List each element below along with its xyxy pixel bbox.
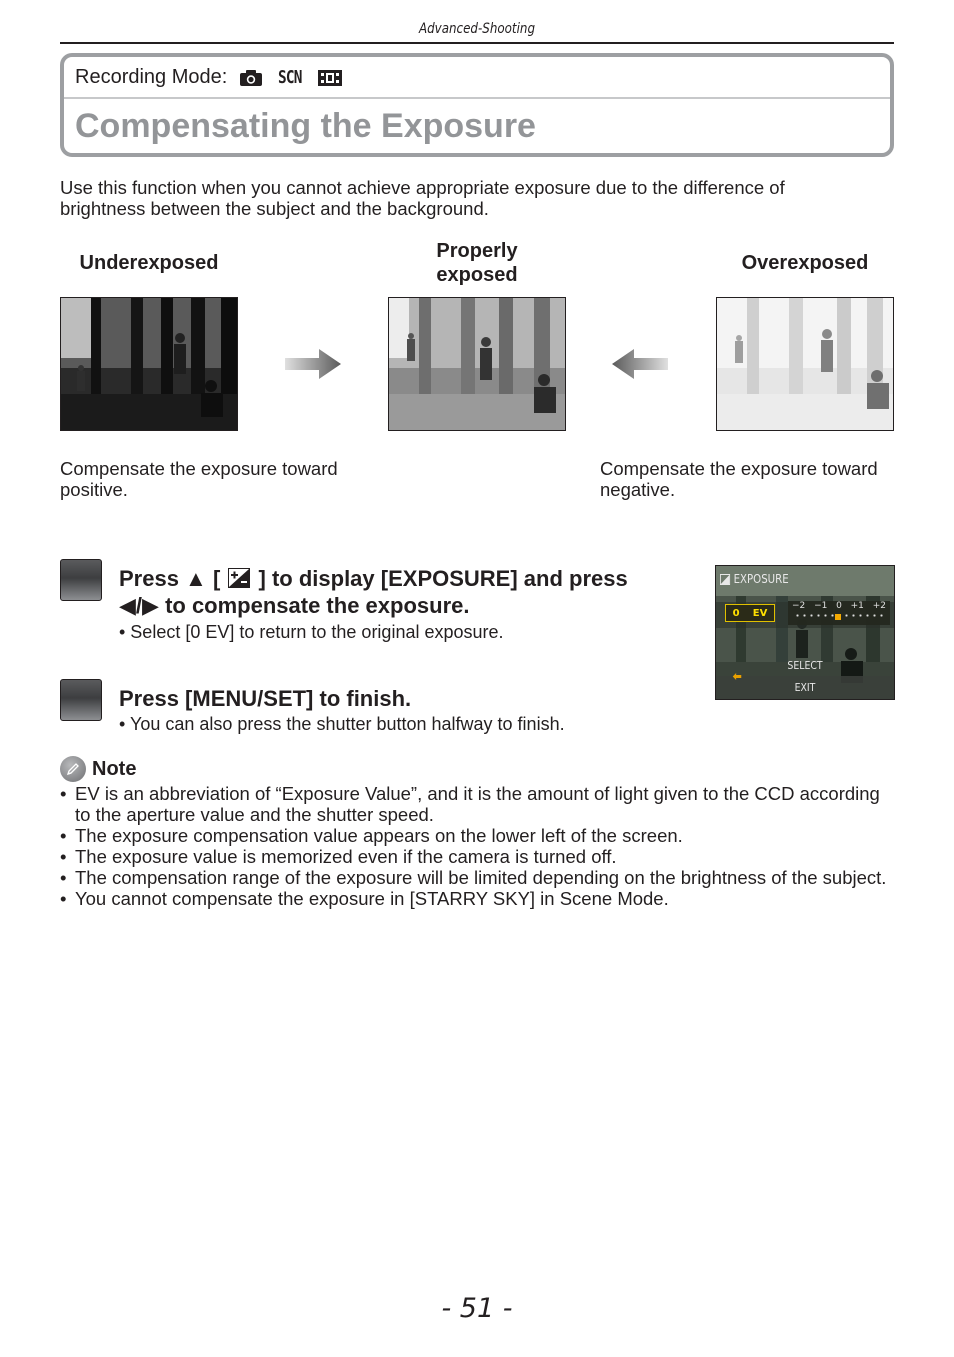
caption-toward-negative: Compensate the exposure toward negative. (600, 458, 878, 500)
label-overexposed: Overexposed (741, 252, 869, 274)
note-item: • You cannot compensate the exposure in [STARRY SKY] in Scene Mode. (60, 888, 890, 909)
lcd-scale (788, 601, 890, 625)
arrow-right-icon (285, 347, 341, 381)
label-underexposed: Underexposed (79, 252, 219, 274)
recording-mode (75, 66, 343, 89)
title-box (60, 53, 894, 157)
label-properly-line2: exposed (436, 264, 518, 286)
note-list (60, 783, 890, 909)
lcd-menu-label: EXPOSURE (733, 572, 789, 586)
note-item: • The compensation range of the exposure will be limited depending on the brightness of the subject. (60, 867, 890, 888)
page-number: - 51 - (441, 1293, 513, 1324)
header-rule (60, 42, 894, 44)
lcd-ev-unit: EV (752, 607, 768, 619)
title-divider (64, 97, 890, 99)
lcd-scale-minus-1: −1 (814, 601, 828, 611)
photo-overexposed (716, 297, 894, 431)
intro-text: Use this function when you cannot achieve appropriate exposure due to the difference of brightness between the subject and the background. (60, 177, 785, 219)
note-item: • The exposure value is memorized even if the camera is turned off. (60, 846, 890, 867)
lcd-footer-exit: EXIT (794, 681, 816, 694)
exposure-icon (228, 568, 250, 588)
lcd-scale-plus-1: +1 (850, 601, 864, 611)
page-title: Compensating the Exposure (75, 107, 536, 145)
note-item: • EV is an abbreviation of “Exposure Value”, and it is the amount of light given to the CCD according to the aperture value and the shutter speed. (60, 783, 890, 825)
step-1-title-press: Press ▲ [ (119, 566, 221, 591)
lcd-back-icon (731, 672, 743, 681)
step-2-marker (60, 679, 102, 721)
step-1-marker (60, 559, 102, 601)
section-header: Advanced-Shooting (418, 21, 535, 37)
lcd-ev-value: 0 (732, 607, 740, 619)
step-1-title-rest: ] to display [EXPOSURE] and press (258, 566, 628, 591)
lcd-scale-minus-2: −2 (792, 601, 806, 611)
photo-properly-exposed (388, 297, 566, 431)
note-label: Note (92, 757, 137, 780)
label-properly-exposed (388, 239, 566, 287)
note-heading (60, 756, 136, 782)
note-pencil-icon (60, 756, 86, 782)
label-properly-line1: Properly (436, 240, 518, 262)
step-2-title: Press [MENU/SET] to finish. (119, 686, 412, 711)
step-1-title-line2: ◀/▶ to compensate the exposure. (119, 593, 470, 618)
caption-toward-positive: Compensate the exposure toward positive. (60, 458, 338, 500)
arrow-left-icon (612, 347, 668, 381)
lcd-exposure-icon (720, 574, 730, 585)
scn-icon: SCN (278, 67, 302, 88)
lcd-scale-zero: 0 (836, 601, 842, 611)
note-item: • The exposure compensation value appears on the lower left of the screen. (60, 825, 890, 846)
motion-picture-icon (317, 68, 343, 88)
recording-mode-label: Recording Mode: (75, 66, 228, 88)
step-2-note: • You can also press the shutter button halfway to finish. (119, 714, 565, 734)
camera-lcd-exposure-screen (715, 565, 895, 700)
step-1-note: • Select [0 EV] to return to the original exposure. (119, 622, 504, 642)
lcd-scale-cursor (835, 614, 841, 620)
lcd-footer-select: SELECT (787, 659, 823, 672)
photo-underexposed (60, 297, 238, 431)
camera-icon (239, 69, 263, 87)
lcd-scale-plus-2: +2 (872, 601, 886, 611)
step-1-title (119, 565, 689, 619)
